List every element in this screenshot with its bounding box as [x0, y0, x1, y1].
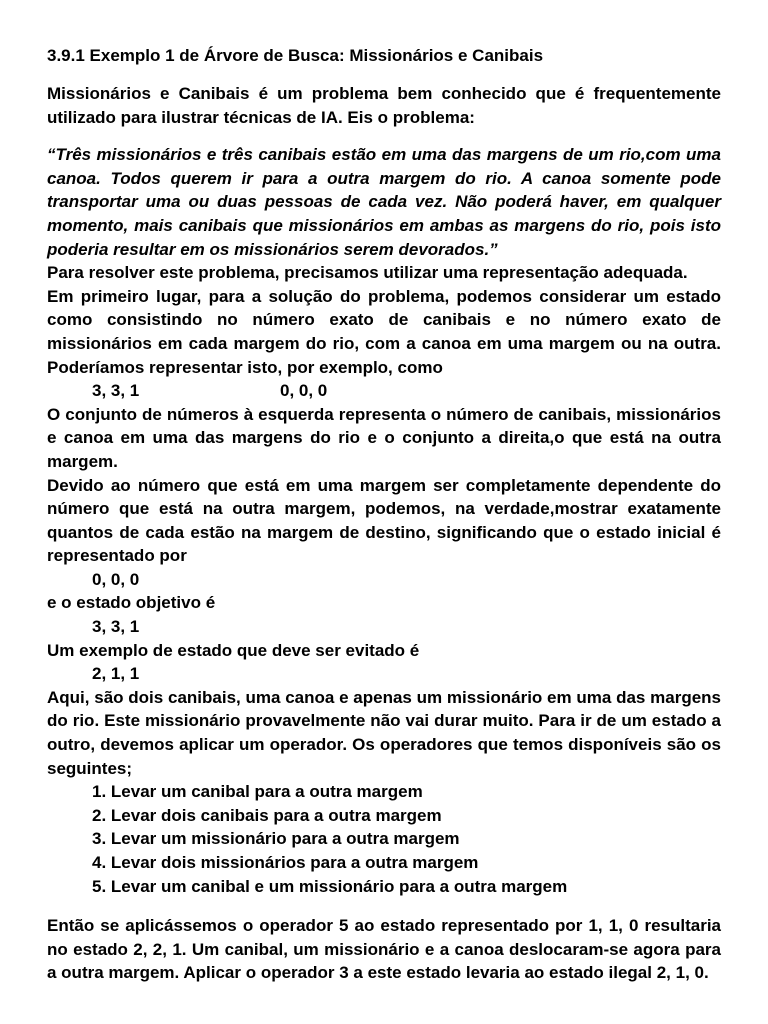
representation-paragraph: Para resolver este problema, precisamos utilizar uma representação adequada.	[47, 263, 688, 283]
operator-item: 2. Levar dois canibais para a outra margem	[92, 805, 442, 825]
avoid-state: 2, 1, 1	[92, 664, 140, 684]
left-bank-state: 3, 3, 1	[92, 381, 140, 401]
intro-paragraph: Missionários e Canibais é um problema bem conhecido que é frequentemente utilizado para ilustrar técnicas de IA. Eis o problema:	[47, 84, 721, 127]
avoid-intro: Um exemplo de estado que deve ser evitado é	[47, 640, 420, 660]
operator-item: 5. Levar um canibal e um missionário para a outra margem	[92, 876, 568, 896]
goal-state: 3, 3, 1	[92, 617, 140, 637]
operator-item: 3. Levar um missionário para a outra margem	[92, 829, 460, 849]
destination-paragraph: Devido ao número que está em uma margem ser completamente dependente do número que está na outra margem, podemos, na verdade,mostrar exatamente quantos de cada estão na margem de destino, significando que o estado inicial é representado por	[47, 475, 721, 566]
problem-quote: “Três missionários e três canibais estão em uma das margens de um rio,com uma canoa. Todos querem ir para a outra margem do rio. A canoa somente pode transportar uma ou duas pessoas de cada vez. Não poderá haver, em qualquer momento, mais canibais que missionários em ambas as margens do rio, pois isto poderia resultar em os missionários serem devorados.”	[47, 145, 721, 259]
operator-item: 4. Levar dois missionários para a outra margem	[92, 853, 479, 872]
operator-example-paragraph: Então se aplicássemos o operador 5 ao estado representado por 1, 1, 0 resultaria no estado 2, 2, 1. Um canibal, um missionário e a canoa deslocaram-se agora para a outra margem. Aplicar o operador 3 a este estado levaria ao estado ilegal 2, 1, 0.	[47, 916, 721, 983]
section-heading: 3.9.1 Exemplo 1 de Árvore de Busca: Missionários e Canibais	[47, 46, 544, 65]
operators-list	[47, 780, 721, 898]
right-bank-state: 0, 0, 0	[280, 381, 328, 401]
operator-item: 1. Levar um canibal para a outra margem	[92, 782, 423, 802]
document-page	[47, 44, 721, 985]
operators-intro-paragraph: Aqui, são dois canibais, uma canoa e apenas um missionário em uma das margens do rio. Este missionário provavelmente não vai durar muito. Para ir de um estado a outro, devemos aplicar um operador. Os operadores que temos disponíveis são os seguintes;	[47, 687, 721, 778]
goal-intro: e o estado objetivo é	[47, 593, 216, 613]
state-explanation-paragraph: O conjunto de números à esquerda representa o número de canibais, missionários e canoa em uma das margens do rio e o conjunto a direita,o que está na outra margem.	[47, 404, 721, 471]
initial-state: 0, 0, 0	[92, 569, 140, 589]
example-state-row	[47, 379, 721, 403]
state-definition-paragraph: Em primeiro lugar, para a solução do problema, podemos considerar um estado como consistindo no número exato de canibais e no número exato de missionários em cada margem do rio, com a canoa em uma margem ou na outra. Poderíamos representar isto, por exemplo, como	[47, 286, 721, 377]
